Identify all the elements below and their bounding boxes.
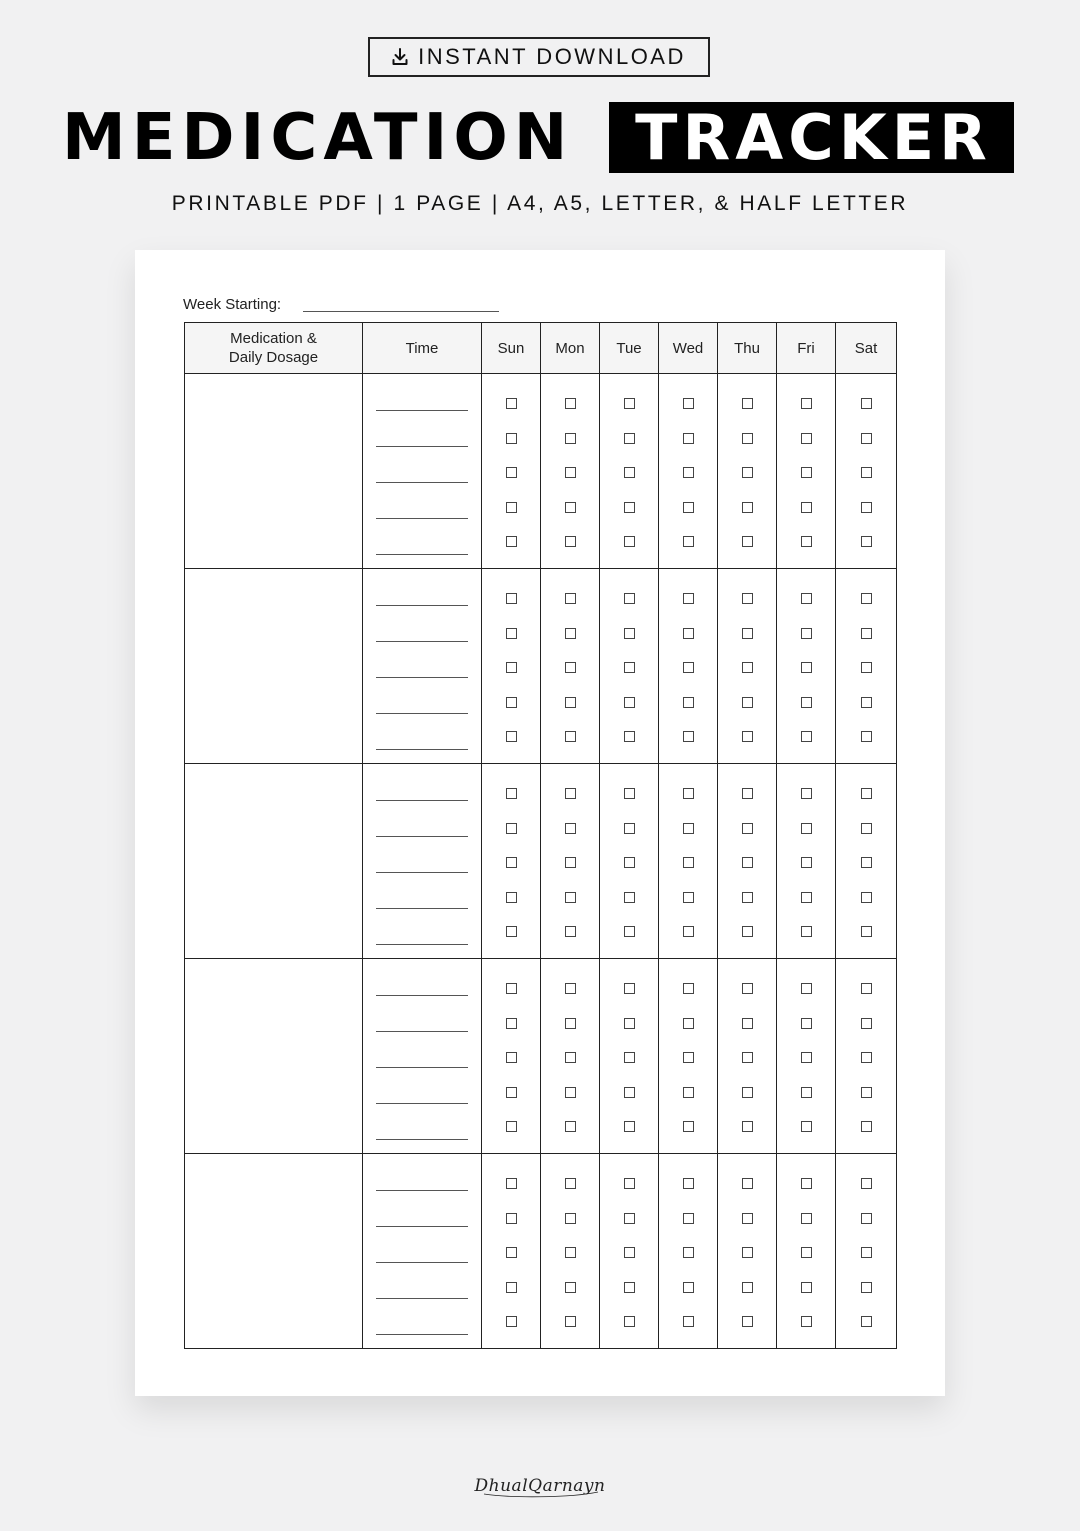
time-field[interactable]	[376, 554, 468, 555]
tracker-sheet	[135, 250, 945, 1396]
dose-checkbox[interactable]	[742, 697, 753, 708]
time-cell	[363, 569, 482, 764]
dose-checkbox[interactable]	[506, 731, 517, 742]
dose-checkbox[interactable]	[624, 1052, 635, 1063]
time-field[interactable]	[376, 1298, 468, 1299]
dose-checkbox[interactable]	[801, 1178, 812, 1189]
dose-checkbox[interactable]	[683, 536, 694, 547]
day-cell-sun	[482, 374, 541, 569]
day-cell-fri	[777, 1154, 836, 1349]
dose-checkbox[interactable]	[506, 1018, 517, 1029]
dose-checkbox[interactable]	[683, 1247, 694, 1258]
column-header-time: Time	[363, 323, 482, 374]
time-cell	[363, 1154, 482, 1349]
column-header-fri: Fri	[777, 323, 836, 374]
title-row	[0, 100, 1080, 176]
dose-checkbox[interactable]	[861, 983, 872, 994]
dose-checkbox[interactable]	[683, 731, 694, 742]
dose-checkbox[interactable]	[565, 1018, 576, 1029]
time-field[interactable]	[376, 836, 468, 837]
dose-checkbox[interactable]	[506, 892, 517, 903]
dose-checkbox[interactable]	[801, 593, 812, 604]
dose-checkbox[interactable]	[683, 892, 694, 903]
dose-checkbox[interactable]	[506, 1282, 517, 1293]
dose-checkbox[interactable]	[506, 857, 517, 868]
table-row	[185, 764, 897, 959]
day-cell-sat	[836, 569, 897, 764]
dose-checkbox[interactable]	[683, 593, 694, 604]
day-cell-fri	[777, 959, 836, 1154]
dose-checkbox[interactable]	[861, 1052, 872, 1063]
day-cell-wed	[659, 374, 718, 569]
day-cell-thu	[718, 1154, 777, 1349]
dose-checkbox[interactable]	[683, 1087, 694, 1098]
dose-checkbox[interactable]	[861, 536, 872, 547]
day-cell-mon	[541, 764, 600, 959]
dose-checkbox[interactable]	[801, 398, 812, 409]
dose-checkbox[interactable]	[565, 1316, 576, 1327]
dose-checkbox[interactable]	[565, 433, 576, 444]
time-field[interactable]	[376, 1226, 468, 1227]
dose-checkbox[interactable]	[565, 1178, 576, 1189]
dose-checkbox[interactable]	[506, 983, 517, 994]
dose-checkbox[interactable]	[565, 857, 576, 868]
time-cell	[363, 959, 482, 1154]
signature-logo	[470, 1470, 610, 1500]
dose-checkbox[interactable]	[861, 1178, 872, 1189]
dose-checkbox[interactable]	[742, 1316, 753, 1327]
dose-checkbox[interactable]	[565, 1087, 576, 1098]
time-field[interactable]	[376, 1103, 468, 1104]
dose-checkbox[interactable]	[861, 502, 872, 513]
dose-checkbox[interactable]	[506, 1052, 517, 1063]
subtitle: PRINTABLE PDF | 1 PAGE | A4, A5, LETTER, & HALF LETTER	[171, 192, 909, 215]
time-field[interactable]	[376, 713, 468, 714]
dose-checkbox[interactable]	[506, 1087, 517, 1098]
dose-checkbox[interactable]	[742, 926, 753, 937]
dose-checkbox[interactable]	[742, 502, 753, 513]
table-header-row	[185, 323, 897, 374]
dose-checkbox[interactable]	[861, 1247, 872, 1258]
dose-checkbox[interactable]	[861, 433, 872, 444]
medication-table	[184, 322, 897, 1349]
table-row	[185, 1154, 897, 1349]
day-cell-mon	[541, 569, 600, 764]
dose-checkbox[interactable]	[683, 1282, 694, 1293]
column-header-tue: Tue	[600, 323, 659, 374]
dose-checkbox[interactable]	[861, 926, 872, 937]
dose-checkbox[interactable]	[683, 433, 694, 444]
dose-checkbox[interactable]	[861, 731, 872, 742]
dose-checkbox[interactable]	[801, 1282, 812, 1293]
column-header-medication-dosage: Medication & Daily Dosage	[185, 323, 363, 374]
dose-checkbox[interactable]	[506, 593, 517, 604]
dose-checkbox[interactable]	[683, 1018, 694, 1029]
day-cell-fri	[777, 569, 836, 764]
medication-dosage-cell[interactable]	[185, 569, 363, 764]
column-header-wed: Wed	[659, 323, 718, 374]
dose-checkbox[interactable]	[861, 697, 872, 708]
dose-checkbox[interactable]	[506, 398, 517, 409]
time-cell	[363, 374, 482, 569]
dose-checkbox[interactable]	[801, 1213, 812, 1224]
dose-checkbox[interactable]	[742, 1087, 753, 1098]
dose-checkbox[interactable]	[683, 1316, 694, 1327]
day-cell-mon	[541, 959, 600, 1154]
dose-checkbox[interactable]	[506, 467, 517, 478]
dose-checkbox[interactable]	[683, 857, 694, 868]
table-body	[185, 374, 897, 1349]
brand-signature	[0, 1470, 1080, 1505]
dose-checkbox[interactable]	[683, 662, 694, 673]
day-cell-sun	[482, 959, 541, 1154]
dose-checkbox[interactable]	[506, 1121, 517, 1132]
day-cell-tue	[600, 764, 659, 959]
dose-checkbox[interactable]	[506, 433, 517, 444]
day-cell-sat	[836, 374, 897, 569]
dose-checkbox[interactable]	[801, 697, 812, 708]
week-starting-field[interactable]	[303, 311, 499, 312]
dose-checkbox[interactable]	[624, 857, 635, 868]
day-cell-wed	[659, 959, 718, 1154]
dose-checkbox[interactable]	[624, 1247, 635, 1258]
day-cell-thu	[718, 374, 777, 569]
dose-checkbox[interactable]	[801, 731, 812, 742]
dose-checkbox[interactable]	[861, 823, 872, 834]
medication-dosage-cell[interactable]	[185, 959, 363, 1154]
dose-checkbox[interactable]	[742, 857, 753, 868]
dose-checkbox[interactable]	[624, 433, 635, 444]
dose-checkbox[interactable]	[506, 926, 517, 937]
dose-checkbox[interactable]	[624, 823, 635, 834]
dose-checkbox[interactable]	[506, 788, 517, 799]
dose-checkbox[interactable]	[683, 1178, 694, 1189]
dose-checkbox[interactable]	[742, 433, 753, 444]
dose-checkbox[interactable]	[565, 536, 576, 547]
dose-checkbox[interactable]	[683, 398, 694, 409]
dose-checkbox[interactable]	[624, 1178, 635, 1189]
dose-checkbox[interactable]	[742, 467, 753, 478]
title-medication: MEDICATION	[62, 101, 574, 175]
dose-checkbox[interactable]	[624, 536, 635, 547]
dose-checkbox[interactable]	[624, 983, 635, 994]
day-cell-fri	[777, 374, 836, 569]
day-cell-wed	[659, 764, 718, 959]
dose-checkbox[interactable]	[861, 1213, 872, 1224]
dose-checkbox[interactable]	[565, 926, 576, 937]
dose-checkbox[interactable]	[565, 983, 576, 994]
dose-checkbox[interactable]	[506, 823, 517, 834]
table-row	[185, 569, 897, 764]
dose-checkbox[interactable]	[742, 731, 753, 742]
dose-checkbox[interactable]	[742, 1018, 753, 1029]
dose-checkbox[interactable]	[683, 502, 694, 513]
dose-checkbox[interactable]	[683, 1052, 694, 1063]
day-cell-mon	[541, 1154, 600, 1349]
dose-checkbox[interactable]	[801, 502, 812, 513]
dose-checkbox[interactable]	[801, 628, 812, 639]
dose-checkbox[interactable]	[565, 662, 576, 673]
day-cell-sun	[482, 1154, 541, 1349]
dose-checkbox[interactable]	[742, 536, 753, 547]
dose-checkbox[interactable]	[624, 926, 635, 937]
day-cell-thu	[718, 959, 777, 1154]
dose-checkbox[interactable]	[565, 593, 576, 604]
time-field[interactable]	[376, 800, 468, 801]
time-field[interactable]	[376, 1067, 468, 1068]
dose-checkbox[interactable]	[742, 662, 753, 673]
day-cell-fri	[777, 764, 836, 959]
dose-checkbox[interactable]	[801, 823, 812, 834]
day-cell-wed	[659, 1154, 718, 1349]
dose-checkbox[interactable]	[801, 892, 812, 903]
dose-checkbox[interactable]	[861, 467, 872, 478]
day-cell-sat	[836, 764, 897, 959]
time-field[interactable]	[376, 1139, 468, 1140]
dose-checkbox[interactable]	[861, 1087, 872, 1098]
dose-checkbox[interactable]	[683, 823, 694, 834]
dose-checkbox[interactable]	[683, 983, 694, 994]
dose-checkbox[interactable]	[565, 398, 576, 409]
time-field[interactable]	[376, 482, 468, 483]
dose-checkbox[interactable]	[565, 1282, 576, 1293]
dose-checkbox[interactable]	[801, 467, 812, 478]
badge-label: INSTANT DOWNLOAD	[418, 44, 686, 69]
column-header-thu: Thu	[718, 323, 777, 374]
day-cell-tue	[600, 959, 659, 1154]
day-cell-tue	[600, 569, 659, 764]
dose-checkbox[interactable]	[565, 788, 576, 799]
time-field[interactable]	[376, 410, 468, 411]
dose-checkbox[interactable]	[742, 398, 753, 409]
dose-checkbox[interactable]	[861, 857, 872, 868]
dose-checkbox[interactable]	[624, 1018, 635, 1029]
dose-checkbox[interactable]	[801, 926, 812, 937]
svg-text:DhualQarnayn: DhualQarnayn	[474, 1476, 606, 1496]
day-cell-thu	[718, 569, 777, 764]
dose-checkbox[interactable]	[565, 1052, 576, 1063]
instant-download-badge	[368, 37, 710, 77]
dose-checkbox[interactable]	[565, 467, 576, 478]
time-field[interactable]	[376, 944, 468, 945]
time-field[interactable]	[376, 995, 468, 996]
column-header-sat: Sat	[836, 323, 897, 374]
dose-checkbox[interactable]	[624, 398, 635, 409]
dose-checkbox[interactable]	[506, 1213, 517, 1224]
dose-checkbox[interactable]	[506, 502, 517, 513]
dose-checkbox[interactable]	[683, 628, 694, 639]
week-starting-label: Week Starting:	[183, 296, 282, 313]
dose-checkbox[interactable]	[742, 983, 753, 994]
dose-checkbox[interactable]	[801, 662, 812, 673]
dose-checkbox[interactable]	[801, 1018, 812, 1029]
dose-checkbox[interactable]	[861, 1316, 872, 1327]
dose-checkbox[interactable]	[861, 1282, 872, 1293]
dose-checkbox[interactable]	[506, 697, 517, 708]
day-cell-tue	[600, 374, 659, 569]
dose-checkbox[interactable]	[801, 1052, 812, 1063]
dose-checkbox[interactable]	[683, 467, 694, 478]
time-field[interactable]	[376, 605, 468, 606]
dose-checkbox[interactable]	[801, 536, 812, 547]
day-cell-mon	[541, 374, 600, 569]
time-field[interactable]	[376, 677, 468, 678]
dose-checkbox[interactable]	[506, 1247, 517, 1258]
dose-checkbox[interactable]	[506, 1178, 517, 1189]
dose-checkbox[interactable]	[565, 1213, 576, 1224]
dose-checkbox[interactable]	[861, 788, 872, 799]
dose-checkbox[interactable]	[565, 502, 576, 513]
dose-checkbox[interactable]	[624, 662, 635, 673]
dose-checkbox[interactable]	[861, 593, 872, 604]
time-field[interactable]	[376, 1190, 468, 1191]
dose-checkbox[interactable]	[506, 536, 517, 547]
time-field[interactable]	[376, 1334, 468, 1335]
day-cell-sat	[836, 1154, 897, 1349]
day-cell-tue	[600, 1154, 659, 1349]
dose-checkbox[interactable]	[506, 628, 517, 639]
dose-checkbox[interactable]	[565, 1247, 576, 1258]
dose-checkbox[interactable]	[624, 1316, 635, 1327]
dose-checkbox[interactable]	[565, 731, 576, 742]
dose-checkbox[interactable]	[801, 1247, 812, 1258]
dose-checkbox[interactable]	[742, 823, 753, 834]
dose-checkbox[interactable]	[624, 731, 635, 742]
medication-dosage-cell[interactable]	[185, 764, 363, 959]
dose-checkbox[interactable]	[506, 662, 517, 673]
dose-checkbox[interactable]	[801, 983, 812, 994]
dose-checkbox[interactable]	[801, 788, 812, 799]
dose-checkbox[interactable]	[861, 398, 872, 409]
dose-checkbox[interactable]	[565, 823, 576, 834]
dose-checkbox[interactable]	[506, 1316, 517, 1327]
table-row	[185, 374, 897, 569]
dose-checkbox[interactable]	[683, 1213, 694, 1224]
time-field[interactable]	[376, 446, 468, 447]
day-cell-thu	[718, 764, 777, 959]
dose-checkbox[interactable]	[624, 628, 635, 639]
dose-checkbox[interactable]	[801, 433, 812, 444]
dose-checkbox[interactable]	[565, 628, 576, 639]
dose-checkbox[interactable]	[742, 593, 753, 604]
time-cell	[363, 764, 482, 959]
dose-checkbox[interactable]	[742, 1282, 753, 1293]
time-field[interactable]	[376, 1031, 468, 1032]
dose-checkbox[interactable]	[801, 857, 812, 868]
title-tracker-highlight: TRACKER	[609, 102, 1014, 173]
dose-checkbox[interactable]	[624, 1282, 635, 1293]
dose-checkbox[interactable]	[742, 1247, 753, 1258]
dose-checkbox[interactable]	[624, 593, 635, 604]
column-header-mon: Mon	[541, 323, 600, 374]
dose-checkbox[interactable]	[624, 697, 635, 708]
time-field[interactable]	[376, 872, 468, 873]
dose-checkbox[interactable]	[801, 1316, 812, 1327]
column-header-sun: Sun	[482, 323, 541, 374]
dose-checkbox[interactable]	[565, 697, 576, 708]
dose-checkbox[interactable]	[742, 1178, 753, 1189]
time-field[interactable]	[376, 908, 468, 909]
day-cell-wed	[659, 569, 718, 764]
dose-checkbox[interactable]	[742, 892, 753, 903]
dose-checkbox[interactable]	[742, 1213, 753, 1224]
dose-checkbox[interactable]	[801, 1087, 812, 1098]
dose-checkbox[interactable]	[624, 788, 635, 799]
dose-checkbox[interactable]	[683, 926, 694, 937]
dose-checkbox[interactable]	[624, 502, 635, 513]
dose-checkbox[interactable]	[861, 1018, 872, 1029]
dose-checkbox[interactable]	[624, 1213, 635, 1224]
dose-checkbox[interactable]	[861, 662, 872, 673]
time-field[interactable]	[376, 749, 468, 750]
day-cell-sun	[482, 764, 541, 959]
dose-checkbox[interactable]	[801, 1121, 812, 1132]
dose-checkbox[interactable]	[683, 697, 694, 708]
dose-checkbox[interactable]	[624, 1121, 635, 1132]
time-field[interactable]	[376, 518, 468, 519]
dose-checkbox[interactable]	[861, 628, 872, 639]
medication-dosage-cell[interactable]	[185, 1154, 363, 1349]
dose-checkbox[interactable]	[624, 467, 635, 478]
dose-checkbox[interactable]	[742, 1121, 753, 1132]
dose-checkbox[interactable]	[624, 892, 635, 903]
dose-checkbox[interactable]	[861, 892, 872, 903]
table-row	[185, 959, 897, 1154]
dose-checkbox[interactable]	[742, 1052, 753, 1063]
medication-dosage-cell[interactable]	[185, 374, 363, 569]
dose-checkbox[interactable]	[683, 1121, 694, 1132]
time-field[interactable]	[376, 1262, 468, 1263]
dose-checkbox[interactable]	[624, 1087, 635, 1098]
time-field[interactable]	[376, 641, 468, 642]
download-icon	[392, 48, 408, 66]
dose-checkbox[interactable]	[565, 1121, 576, 1132]
dose-checkbox[interactable]	[683, 788, 694, 799]
dose-checkbox[interactable]	[742, 788, 753, 799]
dose-checkbox[interactable]	[861, 1121, 872, 1132]
dose-checkbox[interactable]	[565, 892, 576, 903]
dose-checkbox[interactable]	[742, 628, 753, 639]
day-cell-sun	[482, 569, 541, 764]
day-cell-sat	[836, 959, 897, 1154]
